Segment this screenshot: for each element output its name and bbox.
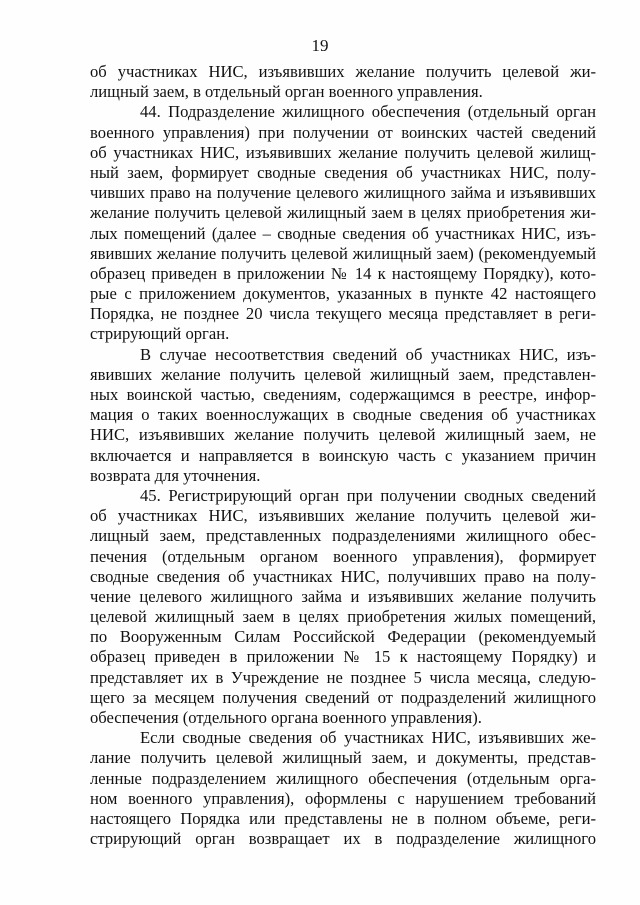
text-line: желание получить целевой жилищный заем в целях приобретения жи- — [90, 203, 596, 223]
text-line: об участниках НИС, изъявивших желание получить целевой жи- — [90, 506, 596, 526]
text-line: целевой жилищный заем в целях приобретения жилых помещений, — [90, 607, 596, 627]
text-line: представляет их в Учреждение не позднее 5 числа месяца, следую- — [90, 667, 596, 687]
text-line: лищный заем, в отдельный орган военного управления. — [90, 82, 483, 102]
text-line: чивших право на получение целевого жилищного займа и изъявивших — [90, 183, 596, 203]
paragraph-return-first-line: Если сводные сведения об участниках НИС, изъявивших же- — [140, 728, 596, 748]
body-text — [90, 62, 596, 849]
text-line: об участниках НИС, изъявивших желание получить целевой жилищ- — [90, 142, 596, 162]
text-line: ный заем, формирует сводные сведения об участниках НИС, полу- — [90, 162, 596, 182]
text-line: ленные подразделением жилищного обеспечения (отдельным орга- — [90, 768, 596, 788]
text-line: ных воинской частью, сведениям, содержащимся в реестре, инфор- — [90, 385, 596, 404]
text-line: образец приведен в приложении № 15 к настоящему Порядку) и — [90, 647, 596, 667]
text-line: лищный заем, представленных подразделениями жилищного обес- — [90, 526, 596, 546]
text-line: возврата для уточнения. — [90, 465, 261, 485]
text-line: чение целевого жилищного займа и изъявивших желание получить — [90, 586, 596, 606]
text-line: рые с приложением документов, указанных в пункте 42 настоящего — [90, 284, 596, 304]
paragraph-discrepancy-first-line: В случае несоответствия сведений об участниках НИС, изъ- — [140, 344, 596, 364]
text-line: включается и направляется в воинскую часть с указанием причин — [90, 445, 596, 465]
text-line: стрирующий орган. — [90, 324, 230, 344]
text-line: явивших желание получить целевой жилищный заем, представлен- — [90, 364, 596, 384]
text-line: настоящего Порядка или представлены не в полном объеме, реги- — [90, 808, 596, 828]
text-line: обеспечения (отдельного органа военного управления). — [90, 708, 482, 727]
paragraph-45-first-line: 45. Регистрирующий орган при получении сводных сведений — [140, 485, 596, 505]
text-line: явивших желание получить целевой жилищный заем) (рекомендуемый — [90, 243, 596, 263]
text-line: Порядка, не позднее 20 числа текущего месяца представляет в реги- — [90, 304, 596, 324]
text-line: ном военного управления), оформлены с нарушением требований — [90, 788, 596, 808]
text-line: щего за месяцем получения сведений от подразделений жилищного — [90, 687, 596, 707]
page-number: 19 — [311, 36, 329, 55]
text-line: образец приведен в приложении № 14 к настоящему Порядку), кото- — [90, 263, 596, 283]
text-line: лых помещений (далее – сводные сведения об участниках НИС, изъ- — [90, 223, 596, 243]
text-line: печения (отдельным органом военного управления), формирует — [90, 546, 596, 566]
paragraph-44-first-line: 44. Подразделение жилищного обеспечения (отдельный орган — [140, 102, 596, 122]
text-line: сводные сведения об участниках НИС, получивших право на полу- — [90, 566, 596, 586]
text-line: НИС, изъявивших желание получить целевой жилищный заем, не — [90, 425, 596, 445]
text-line: стрирующий орган возвращает их в подразделение жилищного — [90, 829, 596, 849]
text-line: лание получить целевой жилищный заем, и документы, представ- — [90, 748, 596, 768]
text-line: мация о таких военнослужащих в сводные сведения об участниках — [90, 405, 596, 425]
text-line: об участниках НИС, изъявивших желание получить целевой жи- — [90, 62, 596, 81]
text-line: по Вооруженным Силам Российской Федерации (рекомендуемый — [90, 627, 596, 647]
text-line: военного управления) при получении от воинских частей сведений — [90, 122, 596, 142]
